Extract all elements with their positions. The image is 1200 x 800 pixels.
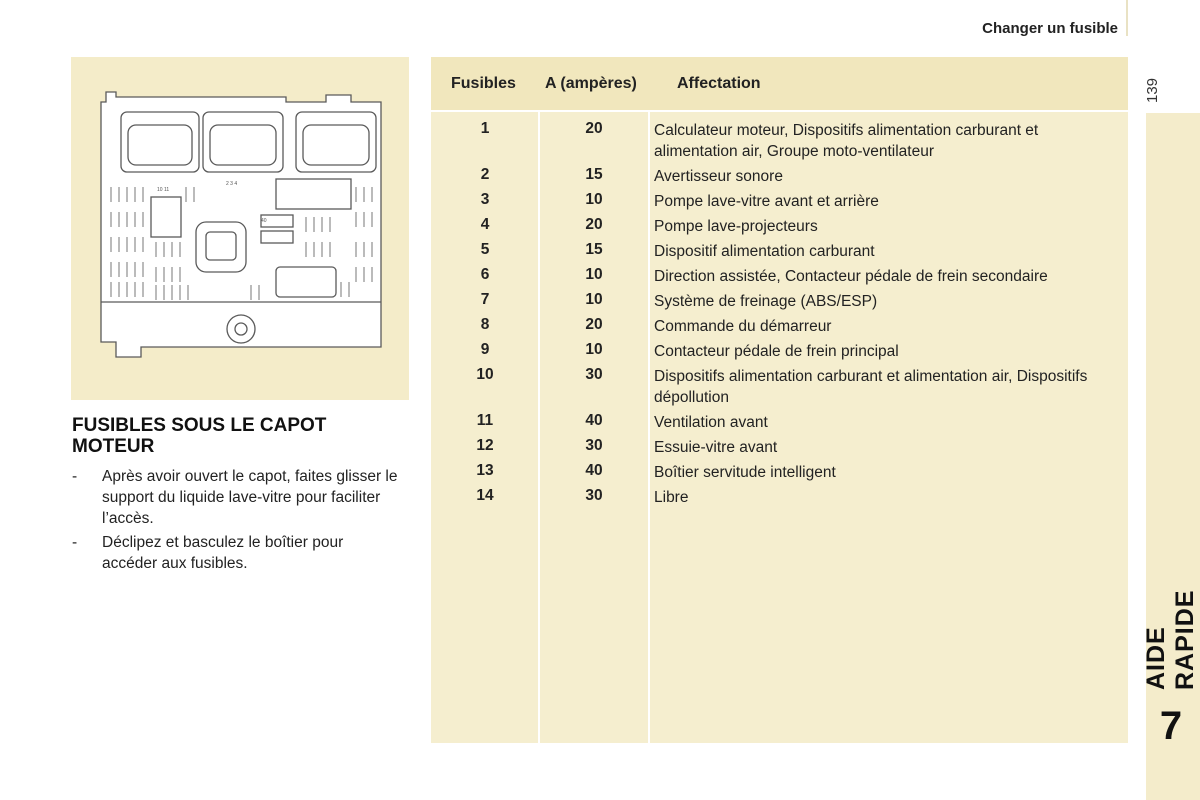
table-row	[431, 458, 1128, 483]
fuse-assignment: Système de freinage (ABS/ESP)	[654, 293, 878, 310]
fuse-assignment: Dispositif alimentation carburant	[654, 243, 875, 260]
fuse-box-drawing	[71, 57, 409, 400]
page-header-title: Changer un fusible	[982, 20, 1118, 37]
fuse-assignment: Contacteur pédale de frein principal	[654, 343, 899, 360]
fuse-assignment: Calculateur moteur, Dispositifs alimentation carburant et alimentation air, Groupe moto-ventilateur	[654, 122, 1039, 160]
table-row	[431, 187, 1128, 212]
fuse-amps: 30	[585, 366, 603, 383]
fuse-number: 13	[476, 462, 494, 479]
fuse-number: 6	[480, 266, 490, 283]
section-heading: FUSIBLES SOUS LE CAPOT MOTEUR	[72, 415, 327, 457]
fuse-assignment: Libre	[654, 489, 689, 506]
fuse-box-illustration	[71, 57, 409, 400]
fuse-table	[431, 57, 1128, 743]
fuse-amps: 40	[585, 462, 603, 479]
fuse-amps: 15	[585, 241, 603, 258]
fuse-number: 10	[476, 366, 494, 383]
fuse-number: 4	[480, 216, 490, 233]
header-separator	[431, 110, 1128, 112]
fuse-amps: 20	[585, 120, 603, 137]
fuse-assignment: Boîtier servitude intelligent	[654, 464, 836, 481]
fuse-amps: 30	[585, 437, 603, 454]
page-number: 139	[1144, 77, 1161, 103]
table-row	[431, 237, 1128, 262]
table-row	[431, 162, 1128, 187]
fuse-assignment: Direction assistée, Contacteur pédale de frein secondaire	[654, 268, 1048, 285]
fuse-number: 1	[480, 120, 490, 137]
fuse-assignment: Essuie-vitre avant	[654, 439, 778, 456]
table-row	[431, 433, 1128, 458]
table-body	[431, 116, 1128, 508]
instructions-list	[72, 466, 402, 577]
instruction-step: - Déclipez et basculez le boîtier pour accéder aux fusibles.	[72, 534, 344, 572]
fuse-assignment: Commande du démarreur	[654, 318, 832, 335]
fuse-number: 11	[476, 412, 494, 429]
column-header-amps: A (ampères)	[545, 75, 637, 92]
fuse-amps: 10	[585, 291, 603, 308]
fuse-number: 5	[480, 241, 490, 258]
fuse-amps: 10	[585, 341, 603, 358]
table-row	[431, 362, 1128, 408]
table-row	[431, 312, 1128, 337]
column-header-fuses: Fusibles	[451, 75, 516, 92]
fuse-assignment: Avertisseur sonore	[654, 168, 783, 185]
column-header-assignment: Affectation	[677, 75, 761, 92]
fuse-assignment: Pompe lave-projecteurs	[654, 218, 818, 235]
fuse-amps: 10	[585, 191, 603, 208]
svg-text:2 3 4: 2 3 4	[226, 181, 238, 187]
fuse-number: 9	[480, 341, 490, 358]
svg-text:10 11: 10 11	[157, 187, 170, 193]
svg-text:40: 40	[261, 218, 267, 224]
table-row	[431, 262, 1128, 287]
table-header	[431, 57, 1128, 110]
fuse-amps: 10	[585, 266, 603, 283]
fuse-assignment: Ventilation avant	[654, 414, 768, 431]
fuse-number: 2	[480, 166, 490, 183]
fuse-amps: 15	[585, 166, 603, 183]
table-row	[431, 116, 1128, 162]
table-row	[431, 483, 1128, 508]
header-rule	[1126, 0, 1128, 36]
fuse-number: 12	[476, 437, 494, 454]
table-row	[431, 287, 1128, 312]
fuse-amps: 20	[585, 216, 603, 233]
table-row	[431, 212, 1128, 237]
chapter-number: 7	[1159, 704, 1183, 748]
side-tab-label: AIDE RAPIDE	[1142, 589, 1199, 690]
fuse-assignment: Dispositifs alimentation carburant et alimentation air, Dispositifs dépollution	[654, 368, 1088, 406]
instruction-step: - Après avoir ouvert le capot, faites glisser le support du liquide lave-vitre pour faciliter l’accès.	[72, 468, 398, 527]
table-row	[431, 337, 1128, 362]
fuse-amps: 30	[585, 487, 603, 504]
fuse-amps: 40	[585, 412, 603, 429]
table-row	[431, 408, 1128, 433]
fuse-number: 7	[480, 291, 490, 308]
side-tab	[1142, 113, 1200, 800]
fuse-amps: 20	[585, 316, 603, 333]
fuse-assignment: Pompe lave-vitre avant et arrière	[654, 193, 879, 210]
fuse-number: 14	[476, 487, 494, 504]
fuse-number: 3	[480, 191, 490, 208]
fuse-number: 8	[480, 316, 490, 333]
